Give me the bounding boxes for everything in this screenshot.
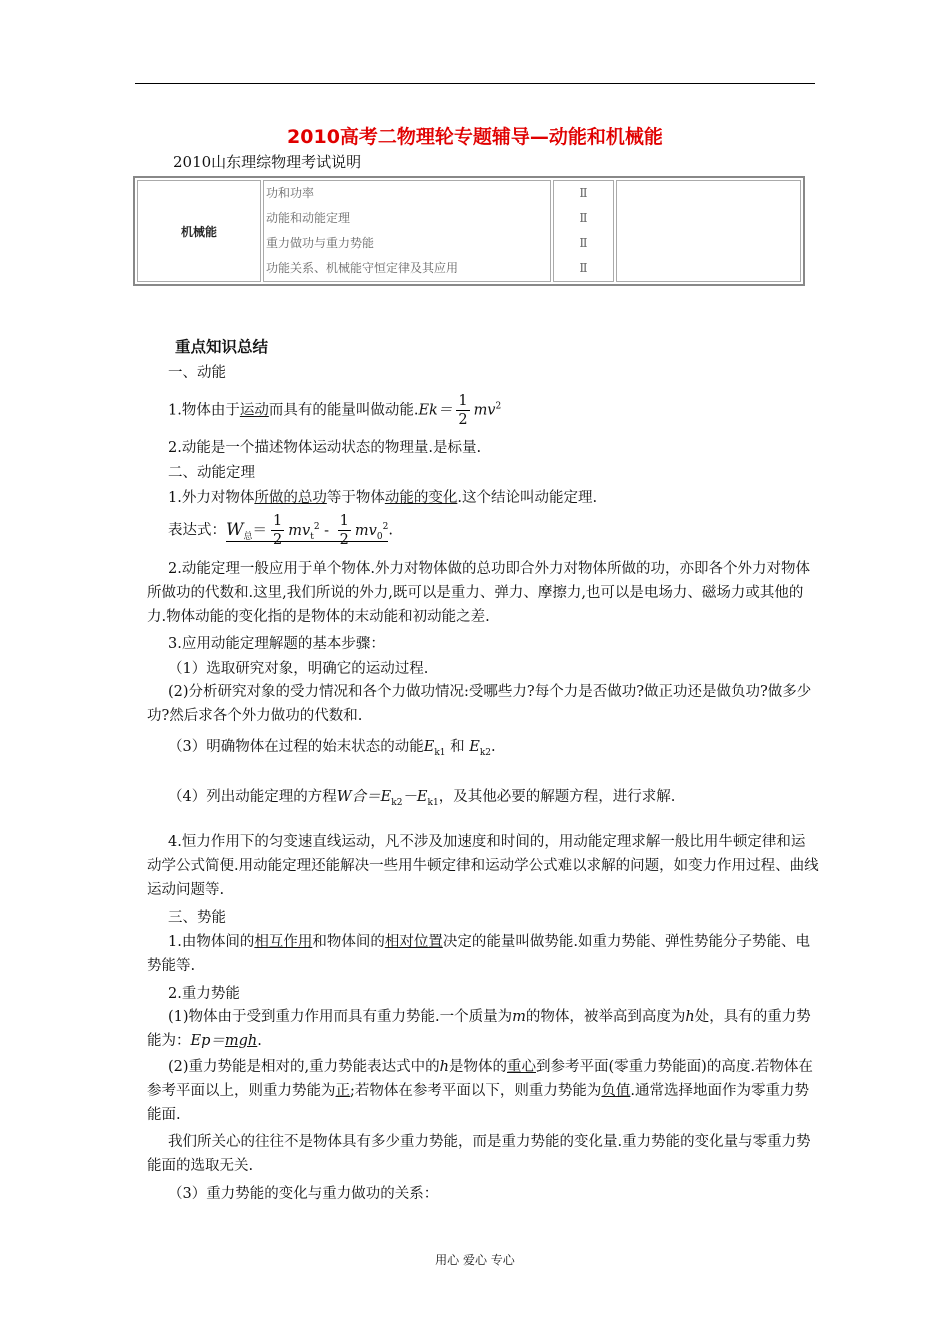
exam-items [263,180,551,282]
exam-level: Ⅱ [579,236,588,250]
fraction: $\frac{1}{2}$ [458,393,468,428]
s3-p2-2: (2)重力势能是相对的,重力势能表达式中的h是物体的重心到参考平面(零重力势能面)的高度.若物体在参考平面以上，则重力势能为正;若物体在参考平面以下，则重力势能为负值.通常选择地面作为零重力势能面. [147,1059,813,1123]
exam-item: 动能和动能定理 [266,211,351,225]
s2-step2: (2)分析研究对象的受力情况和各个力做功情况:受哪些力?每个力是否做功?做正功还是做负功?做多少功?然后求各个外力做功的代数和. [147,684,812,724]
s3-p2: 2.重力势能 [168,986,240,1002]
s3-p1: 1.由物体间的相互作用和物体间的相对位置决定的能量叫做势能.如重力势能、弹性势能分子势能、电势能等. [147,934,810,974]
exam-table [133,176,805,286]
exam-item: 重力做功与重力势能 [266,236,375,250]
subtitle: 2010山东理综物理考试说明 [173,153,362,171]
s2-step3: （3）明确物体在过程的始末状态的动能$E_{k1}$ 和 $E_{k2}$. [168,739,496,758]
section-heading: 重点知识总结 [175,338,269,356]
s3-p2-1: (1)物体由于受到重力作用而具有重力势能.一个质量为m的物体，被举高到高度为h处，具有的重力势能为：Ep＝mgh. [147,1009,811,1049]
s3-p2-4: （3）重力势能的变化与重力做功的关系： [168,1186,439,1202]
exam-category: 机械能 [137,180,261,282]
page-title: 2010高考二物理轮专题辅导—动能和机械能 [287,126,663,148]
s1-p2: 2.动能是一个描述物体运动状态的物理量.是标量. [168,440,482,456]
s2-p4: 4.恒力作用下的匀变速直线运动，凡不涉及加速度和时间的，用动能定理求解一般比用牛顿定律和运动学公式简便.用动能定理还能解决一些用牛顿定律和运动学公式难以求解的问题，如变力作用过程、曲线运动问题等. [147,834,819,898]
s1-title: 一、动能 [168,365,226,381]
s2-p1: 1.外力对物体所做的总功等于物体动能的变化.这个结论叫动能定理. [168,490,598,506]
s3-title: 三、势能 [168,910,226,926]
exam-level: Ⅱ [579,211,588,225]
exam-level: Ⅱ [579,261,588,275]
s2-step4: （4）列出动能定理的方程W合$=E_{k2}-E_{k1}$，及其他必要的解题方程，进行求解. [168,789,676,808]
exam-item: 功能关系、机械能守恒定律及其应用 [266,261,459,275]
exam-notes [616,180,801,282]
header-rule [135,83,815,84]
s2-p3: 3.应用动能定理解题的基本步骤： [168,636,385,652]
s2-p2: 2.动能定理一般应用于单个物体.外力对物体做的总功即合外力对物体所做的功，亦即各个外力对物体所做功的代数和.这里,我们所说的外力,既可以是重力、弹力、摩擦力,也可以是电场力、磁场力或其他的力.物体动能的变化指的是物体的末动能和初动能之差. [147,561,810,625]
page-footer: 用心 爱心 专心 [435,1253,515,1267]
s3-p2-3: 我们所关心的往往不是物体具有多少重力势能，而是重力势能的变化量.重力势能的变化量与零重力势能面的选取无关. [147,1134,811,1174]
s2-step1: （1）选取研究对象，明确它的运动过程. [168,661,429,677]
exam-levels [553,180,614,282]
s2-title: 二、动能定理 [168,465,255,481]
kinetic-theorem-formula: $W_总=$ $\frac{1}{2}$ $mv_t^2$ - $\frac{1}{2}$ $mv_0^2$ [226,513,389,548]
s1-p1: 1.物体由于运动而具有的能量叫做动能.Ek＝ $\frac{1}{2}$ $mv^2$ [168,393,502,428]
exam-level: Ⅱ [579,186,588,200]
s2-expression: 表达式：$W_总=$ $\frac{1}{2}$ $mv_t^2$ - $\frac{1}{2}$ $mv_0^2$. [168,513,393,548]
exam-item: 功和功率 [266,186,315,200]
